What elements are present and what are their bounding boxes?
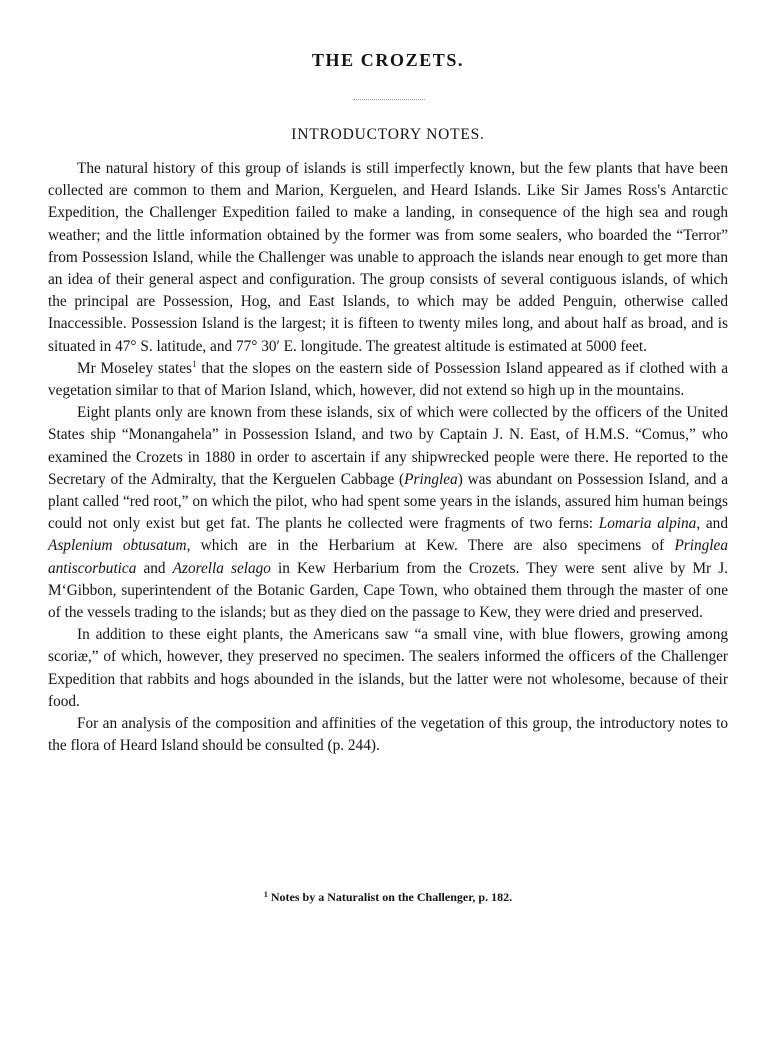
paragraph-3-segment-3: , and	[696, 515, 728, 533]
paragraph-2-text-start: Mr Moseley states	[77, 359, 192, 377]
species-name-asplenium-obtusatum: Asplenium obtusatum	[48, 537, 187, 555]
paragraph-5: For an analysis of the composition and affinities of the vegetation of this group, the introductory notes to the flora of Heard Island should be consulted (p. 244).	[48, 715, 728, 755]
species-name-azorella-selago: Azorella selago	[172, 559, 271, 577]
footnote-reference: 1	[191, 358, 197, 369]
paragraph-3-segment-6: in Kew Herbarium from the Crozets. They were sent alive by Mr J. M‘Gibbon, superintendent of the Botanic Garden, Cape Town, who obtained them through the master of one of the vessels trading to the islands; but as they died on the passage to Kew, they were dried and preserved.	[48, 559, 728, 622]
paragraph-2-text-end: that the slopes on the eastern side of Possession Island appeared as if clothed with a vegetation similar to that of Marion Island, which, however, did not extend so high up in the mountains.	[48, 359, 728, 400]
footnote-text: Notes by a Naturalist on the Challenger, p. 182.	[270, 890, 513, 904]
paragraph-3-segment-1: Eight plants only are known from these islands, six of which were collected by the officers of the United States ship “Monangahela” in Possession Island, and two by Captain J. N. East, of H.M.S. “Comus,” who examined the Crozets in 1880 in order to ascertain if any shipwrecked people were there. He reported to the Secretary of the Admiralty, that the Kerguelen Cabbage (	[48, 404, 728, 488]
footnote	[48, 890, 728, 905]
paragraph-3-segment-5: and	[136, 559, 173, 577]
paragraph-3-segment-4: , which are in the Herbarium at Kew. There are also specimens of	[186, 537, 675, 555]
species-name-pringlea-antiscorbutica: Pringlea antiscorbutica	[48, 537, 728, 577]
page-title: THE CROZETS.	[311, 50, 465, 70]
paragraph-1: The natural history of this group of islands is still imperfectly known, but the few plants that have been collected are common to them and Marion, Kerguelen, and Heard Islands. Like Sir James Ross's Antarctic Expedition, the Challenger Expedition failed to make a landing, in consequence of the high sea and rough weather; and the little information obtained by the former was from some sealers, who boarded the “Terror” from Possession Island, while the Challenger was unable to approach the islands near enough to get more than an idea of their general aspect and configuration. The group consists of several contiguous islands, of which the principal are Possession, Hog, and East Islands, to which may be added Penguin, otherwise called Inaccessible. Possession Island is the largest; it is fifteen to twenty miles long, and about half as broad, and is situated in 47° S. latitude, and 77° 30′ E. longitude. The greatest altitude is estimated at 5000 feet.	[48, 160, 728, 355]
title-ornament-divider	[353, 99, 425, 102]
paragraph-2	[48, 358, 728, 402]
paragraph-3-segment-2: ) was abundant on Possession Island, and a plant called “red root,” on which the pilot, who had spent some years in the islands, assured him human beings could not only exist but get fat. The plants he collected were fragments of two ferns:	[48, 470, 728, 533]
species-name-lomaria-alpina: Lomaria alpina	[598, 515, 697, 533]
section-title: INTRODUCTORY NOTES.	[291, 126, 485, 143]
footnote-marker: 1	[263, 890, 268, 899]
paragraph-3	[48, 402, 728, 624]
body-text	[48, 158, 728, 757]
paragraph-4: In addition to these eight plants, the Americans saw “a small vine, with blue flowers, growing among scoriæ,” of which, however, they preserved no specimen. The sealers informed the officers of the Challenger Expedition that rabbits and hogs abounded in the islands, but the latter were not wholesome, because of their food.	[48, 626, 728, 710]
genus-name-pringlea: Pringlea	[404, 470, 458, 488]
